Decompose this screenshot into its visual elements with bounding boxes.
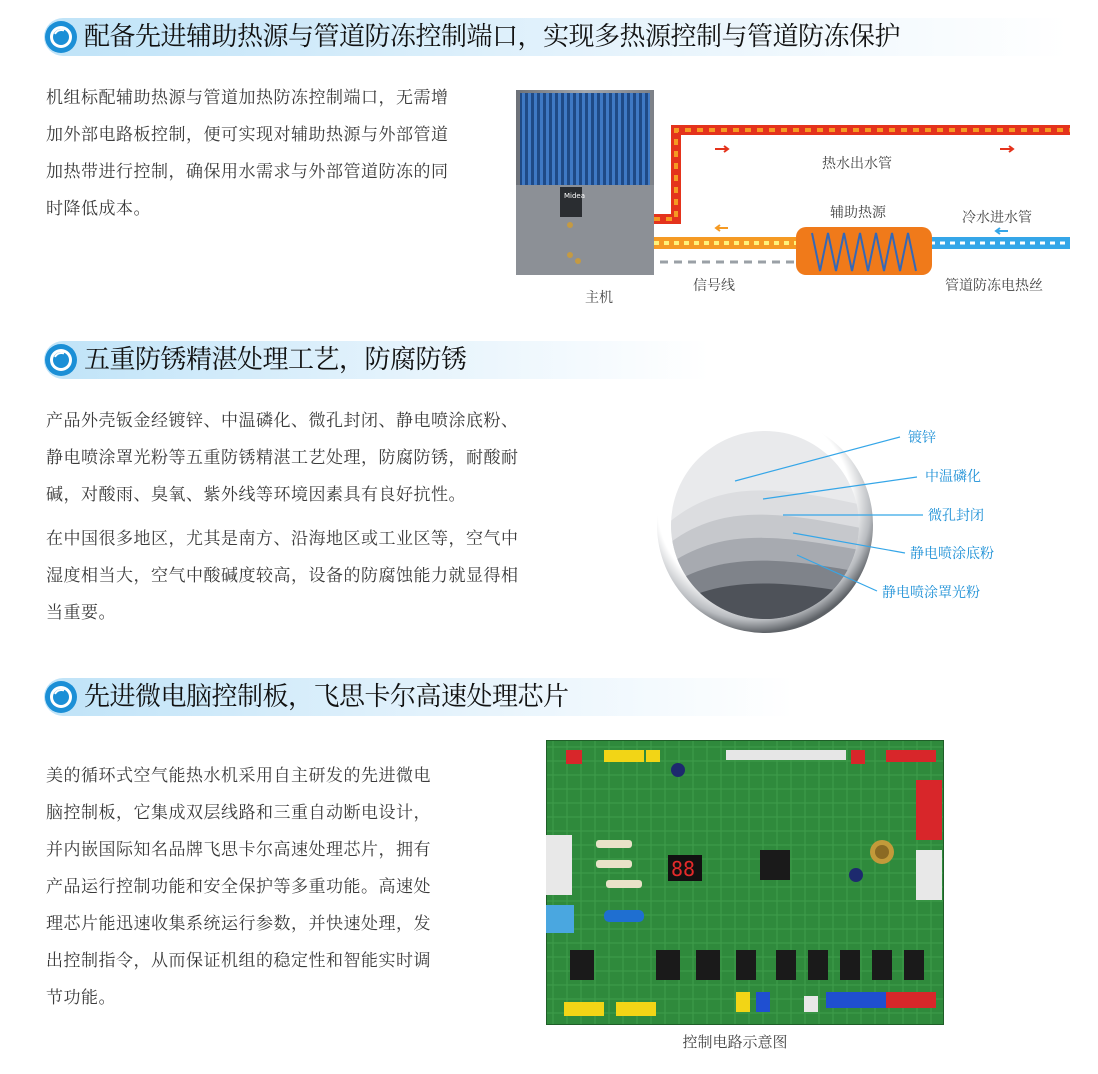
section-heading-bar	[44, 341, 709, 379]
text-line: 产品外壳钣金经镀锌、中温磷化、微孔封闭、静电喷涂底粉、	[46, 411, 519, 431]
flow-arrow-icon	[996, 228, 1008, 234]
heat-pump-unit	[516, 90, 654, 275]
text-line: 脑控制板，它集成双层线路和三重自动断电设计，	[46, 803, 431, 823]
control-board-image	[546, 740, 944, 1025]
section-aux-heat	[0, 0, 1098, 320]
metal-layers	[655, 490, 885, 635]
flow-arrow-icon	[715, 146, 728, 152]
body-paragraph	[46, 80, 516, 228]
text-line: 并内嵌国际知名品牌飞思卡尔高速处理芯片，拥有	[46, 840, 431, 860]
section-control-board	[0, 670, 1098, 1070]
aux-heat-label: 辅助热源	[830, 205, 886, 221]
text-line: 时降低成本。	[46, 199, 151, 219]
section-title: 先进微电脑控制板，飞思卡尔高速处理芯片	[84, 682, 569, 712]
section-anticorrosion	[0, 330, 1098, 640]
section-heading-bar	[44, 678, 794, 716]
text-line: 静电喷涂罩光粉等五重防锈精湛工艺处理，防腐防锈，耐酸耐	[46, 448, 519, 468]
signal-label: 信号线	[693, 278, 735, 294]
body-paragraph	[46, 758, 536, 1017]
text-line: 在中国很多地区，尤其是南方、沿海地区或工业区等，空气中	[46, 529, 519, 549]
body-paragraph	[46, 403, 606, 514]
processor-chip	[760, 850, 790, 880]
circle-bullet-icon	[44, 343, 78, 377]
aux-heater	[796, 227, 932, 275]
circle-bullet-icon	[44, 680, 78, 714]
section-heading-bar	[44, 18, 1068, 56]
hot-outlet-label: 热水出水管	[822, 156, 892, 172]
display-digits: 88	[671, 857, 696, 881]
text-line: 美的循环式空气能热水机采用自主研发的先进微电	[46, 766, 431, 786]
layer-label: 镀锌	[908, 430, 936, 446]
text-line: 机组标配辅助热源与管道加热防冻控制端口，无需增	[46, 88, 449, 108]
board-caption: 控制电路示意图	[682, 1033, 788, 1051]
antifreeze-label: 管道防冻电热丝	[945, 278, 1043, 294]
section-title: 五重防锈精湛处理工艺，防腐防锈	[84, 345, 467, 375]
section-title: 配备先进辅助热源与管道防冻控制端口，实现多热源控制与管道防冻保护	[84, 22, 901, 52]
text-line: 理芯片能迅速收集系统运行参数，并快速处理，发	[46, 914, 431, 934]
text-line: 出控制指令，从而保证机组的稳定性和智能实时调	[46, 951, 431, 971]
text-line: 湿度相当大，空气中酸碱度较高，设备的防腐蚀能力就显得相	[46, 566, 519, 586]
brand-logo: Midea	[564, 192, 586, 200]
text-line: 产品运行控制功能和安全保护等多重功能。高速处	[46, 877, 431, 897]
layer-label: 静电喷涂底粉	[910, 546, 994, 562]
circle-bullet-icon	[44, 20, 78, 54]
flow-arrow-icon	[1000, 146, 1013, 152]
flow-arrow-icon	[716, 225, 728, 231]
text-line: 加外部电路板控制，便可实现对辅助热源与外部管道	[46, 125, 449, 145]
text-line: 加热带进行控制，确保用水需求与外部管道防冻的同	[46, 162, 449, 182]
text-line: 节功能。	[46, 988, 116, 1008]
coating-layers-diagram	[655, 415, 1055, 635]
text-line: 当重要。	[46, 603, 116, 623]
layer-label: 微孔封闭	[928, 508, 984, 524]
layer-label: 中温磷化	[925, 469, 981, 485]
heating-system-diagram	[510, 85, 1070, 315]
text-line: 碱，对酸雨、臭氧、紫外线等环境因素具有良好抗性。	[46, 485, 466, 505]
main-unit-label: 主机	[585, 290, 613, 306]
layer-label: 静电喷涂罩光粉	[882, 585, 980, 601]
cold-inlet-label: 冷水进水管	[962, 210, 1032, 226]
body-paragraph	[46, 521, 606, 632]
